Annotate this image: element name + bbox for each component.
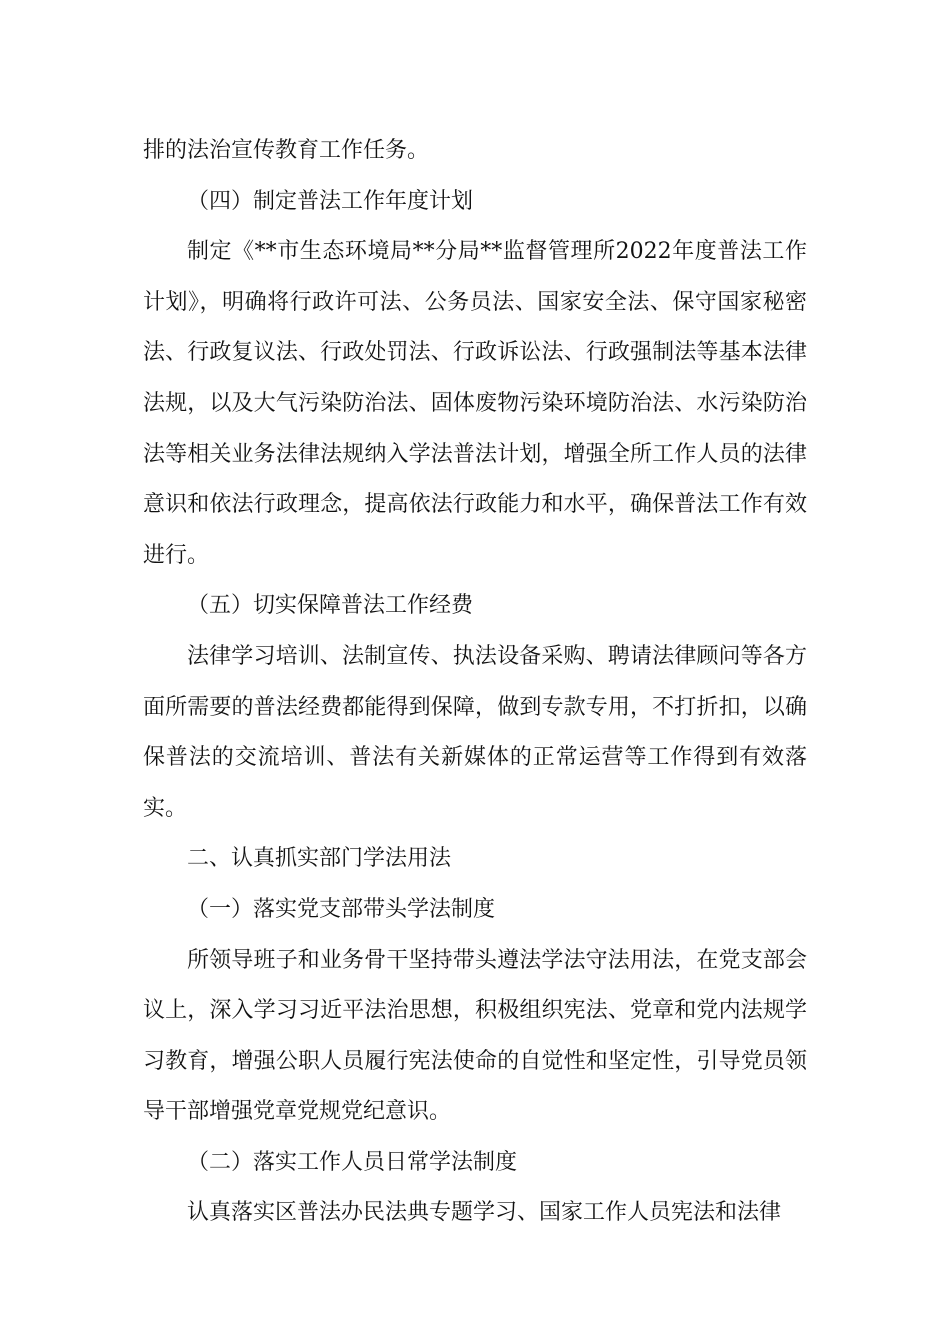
chapter-heading-2: 二、认真抓实部门学法用法 bbox=[187, 846, 452, 872]
paragraph-funding: 法律学习培训、法制宣传、执法设备采购、聘请法律顾问等各方面所需要的普法经费都能得到保障，做到专款专用，不打折扣，以确保普法的交流培训、普法有关新媒体的正常运营等工作得到有效落实。 bbox=[143, 643, 807, 821]
paragraph-party-branch: 所领导班子和业务骨干坚持带头遵法学法守法用法，在党支部会议上，深入学习习近平法治思想，积极组织宪法、党章和党内法规学习教育，增强公职人员履行宪法使命的自觉性和坚定性，引导党员领导干部增强党章党规党纪意识。 bbox=[143, 947, 807, 1125]
section-heading-2: （二）落实工作人员日常学法制度 bbox=[187, 1149, 518, 1175]
section-heading-1: （一）落实党支部带头学法制度 bbox=[187, 896, 496, 922]
document-page bbox=[143, 126, 807, 1239]
paragraph-annual-plan: 制定《**市生态环境局**分局**监督管理所2022年度普法工作计划》，明确将行政许可法、公务员法、国家安全法、保守国家秘密法、行政复议法、行政处罚法、行政诉讼法、行政强制法等基本法律法规，以及大气污染防治法、固体废物污染环境防治法、水污染防治法等相关业务法律法规纳入学法普法计划，增强全所工作人员的法律意识和依法行政理念，提高依法行政能力和水平，确保普法工作有效进行。 bbox=[143, 239, 807, 568]
paragraph-daily-study: 认真落实区普法办民法典专题学习、国家工作人员宪法和法律 bbox=[187, 1200, 782, 1226]
section-heading-5: （五）切实保障普法工作经费 bbox=[187, 593, 474, 619]
paragraph-continuation: 排的法治宣传教育工作任务。 bbox=[143, 138, 430, 163]
section-heading-4: （四）制定普法工作年度计划 bbox=[187, 188, 474, 214]
